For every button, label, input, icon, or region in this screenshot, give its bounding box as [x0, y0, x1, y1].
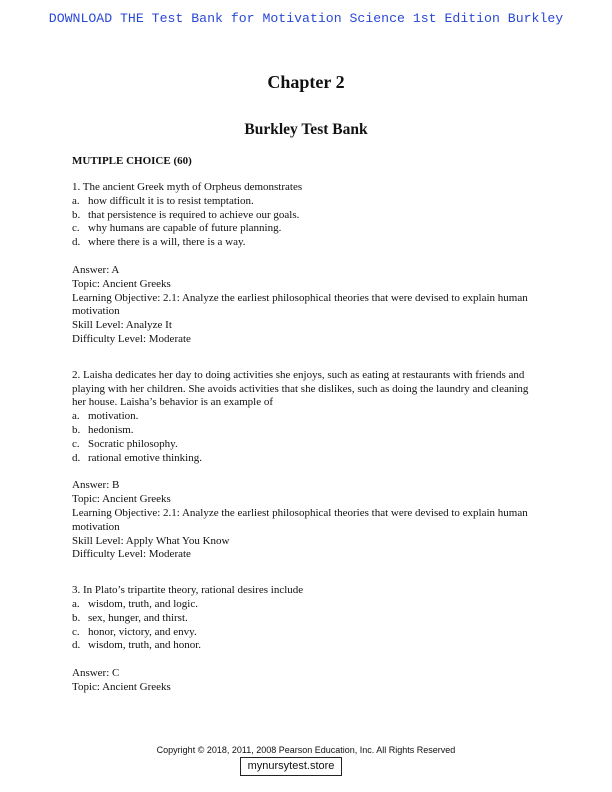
option-c: c. Socratic philosophy.: [72, 437, 178, 450]
option-b: b. sex, hunger, and thirst.: [72, 611, 188, 624]
book-title: Burkley Test Bank: [244, 121, 368, 138]
question-3: [72, 584, 544, 695]
skill-level: Skill Level: Analyze It: [72, 319, 172, 332]
option-a: a. motivation.: [72, 410, 139, 423]
difficulty-level: Difficulty Level: Moderate: [72, 332, 191, 345]
option-d: d. rational emotive thinking.: [72, 451, 202, 464]
question-2: [72, 369, 544, 562]
option-c: c. honor, victory, and envy.: [72, 625, 197, 638]
question-1: [72, 181, 544, 347]
option-d: d. wisdom, truth, and honor.: [72, 639, 202, 652]
option-c: c. why humans are capable of future planning.: [72, 222, 282, 235]
skill-level: Skill Level: Apply What You Know: [72, 534, 230, 547]
question-text: 2. Laisha dedicates her day to doing activities she enjoys, such as eating at restaurants with friends and playing with her children. She avoids activities that she dislikes, such as doing the laundry and cleaning her house. Laisha’s behavior is an example of: [72, 368, 529, 409]
learning-objective: Learning Objective: 2.1: Analyze the earliest philosophical theories that were devised to explain human motivation: [72, 506, 528, 533]
section-heading: MUTIPLE CHOICE (60): [72, 155, 192, 167]
answer: Answer: C: [72, 667, 120, 680]
topic: Topic: Ancient Greeks: [72, 680, 171, 693]
option-b: b. hedonism.: [72, 423, 134, 436]
option-a: a. how difficult it is to resist temptation.: [72, 194, 254, 207]
difficulty-level: Difficulty Level: Moderate: [72, 548, 191, 561]
watermark-stamp: mynursytest.store: [240, 757, 342, 776]
copyright-footer: Copyright © 2018, 2011, 2008 Pearson Education, Inc. All Rights Reserved: [156, 745, 456, 755]
learning-objective: Learning Objective: 2.1: Analyze the earliest philosophical theories that were devised to explain human motivation: [72, 291, 528, 318]
option-a: a. wisdom, truth, and logic.: [72, 597, 198, 610]
chapter-heading: Chapter 2: [267, 72, 345, 92]
download-banner: DOWNLOAD THE Test Bank for Motivation Science 1st Edition Burkley: [48, 11, 564, 26]
question-list: [72, 181, 544, 717]
answer: Answer: A: [72, 263, 120, 276]
topic: Topic: Ancient Greeks: [72, 493, 171, 506]
topic: Topic: Ancient Greeks: [72, 277, 171, 290]
answer: Answer: B: [72, 479, 120, 492]
question-text: 1. The ancient Greek myth of Orpheus demonstrates: [72, 181, 303, 193]
option-d: d. where there is a will, there is a way.: [72, 236, 246, 249]
option-b: b. that persistence is required to achieve our goals.: [72, 208, 300, 221]
question-text: 3. In Plato’s tripartite theory, rational desires include: [72, 584, 304, 597]
